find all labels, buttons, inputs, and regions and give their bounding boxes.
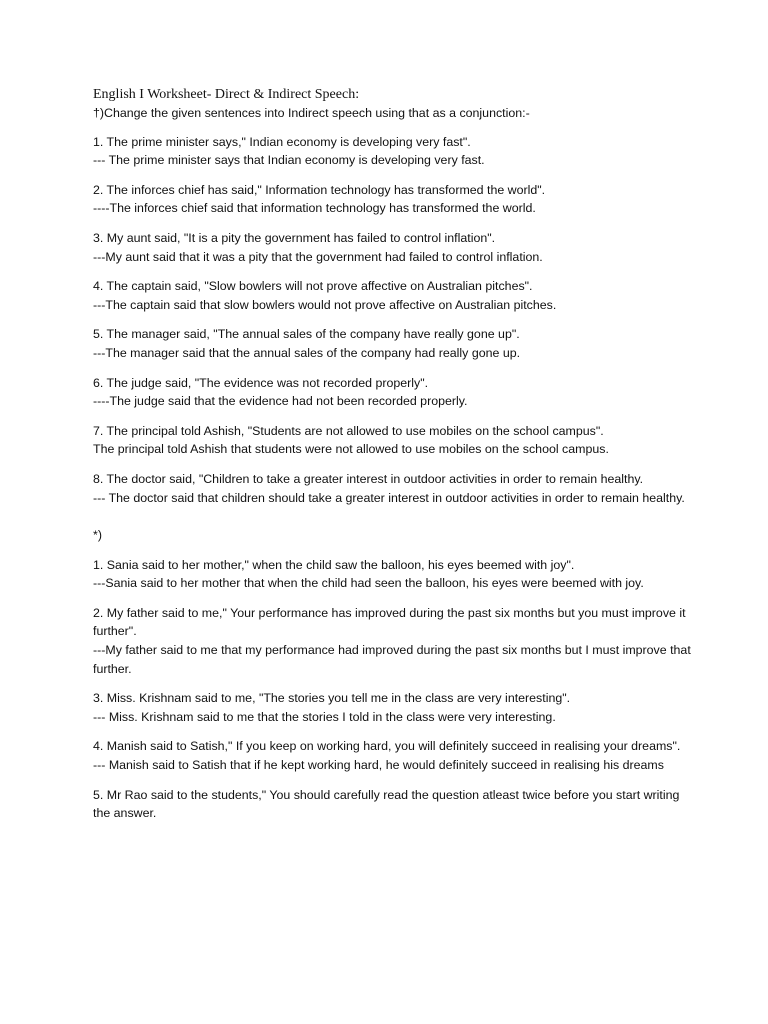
- answer-text: ----The judge said that the evidence had not been recorded properly.: [93, 394, 468, 409]
- answer-text: --- Manish said to Satish that if he kept working hard, he would definitely succeed in realising his dreams: [93, 758, 664, 773]
- answer-text: ---The captain said that slow bowlers would not prove affective on Australian pitches.: [93, 297, 557, 312]
- exercise-item: [93, 133, 693, 170]
- answer-text: ---Sania said to her mother that when the child had seen the balloon, his eyes were beemed with joy.: [93, 576, 644, 591]
- question-text: 5. The manager said, "The annual sales of the company have really gone up".: [93, 327, 520, 342]
- question-text: 3. My aunt said, "It is a pity the government has failed to control inflation".: [93, 230, 496, 245]
- answer-text: --- The doctor said that children should take a greater interest in outdoor activities in order to remain healthy.: [93, 490, 685, 505]
- exercise-item: [93, 374, 693, 411]
- question-text: 8. The doctor said, "Children to take a greater interest in outdoor activities in order to remain healthy.: [93, 471, 644, 486]
- question-text: 6. The judge said, "The evidence was not recorded properly".: [93, 375, 429, 390]
- question-text: 7. The principal told Ashish, "Students are not allowed to use mobiles on the school campus".: [93, 423, 604, 438]
- section-1: [93, 133, 693, 508]
- exercise-item: [93, 604, 693, 678]
- section-spacer: [93, 518, 693, 526]
- question-text: 4. The captain said, "Slow bowlers will not prove affective on Australian pitches".: [93, 279, 533, 294]
- answer-text: ---My father said to me that my performance had improved during the past six months but I must improve that further.: [93, 643, 691, 676]
- answer-text: --- Miss. Krishnam said to me that the stories I told in the class were very interesting.: [93, 709, 556, 724]
- worksheet-title: English I Worksheet- Direct & Indirect Speech:: [93, 87, 360, 102]
- exercise-item: [93, 737, 693, 774]
- exercise-item: [93, 229, 693, 266]
- answer-text: The principal told Ashish that students were not allowed to use mobiles on the school campus.: [93, 442, 609, 457]
- question-text: 3. Miss. Krishnam said to me, "The stories you tell me in the class are very interesting".: [93, 691, 571, 706]
- question-text: 5. Mr Rao said to the students," You should carefully read the question atleast twice before you start writing the answer.: [93, 787, 680, 821]
- exercise-item: [93, 689, 693, 726]
- exercise-item: [93, 470, 693, 507]
- exercise-item: [93, 556, 693, 593]
- exercise-item: [93, 277, 693, 314]
- answer-text: ---My aunt said that it was a pity that the government had failed to control inflation.: [93, 249, 543, 264]
- question-text: 4. Manish said to Satish," If you keep on working hard, you will definitely succeed in realising your dreams".: [93, 739, 681, 754]
- answer-text: ----The inforces chief said that information technology has transformed the world.: [93, 201, 536, 216]
- exercise-item: [93, 181, 693, 218]
- question-text: 1. The prime minister says," Indian economy is developing very fast".: [93, 134, 471, 149]
- exercise-item: [93, 786, 693, 823]
- worksheet-instruction: †)Change the given sentences into Indirect speech using that as a conjunction:-: [93, 106, 530, 120]
- question-text: 2. My father said to me," Your performance has improved during the past six months but you must improve it further".: [93, 605, 686, 639]
- answer-text: --- The prime minister says that Indian economy is developing very fast.: [93, 153, 485, 168]
- section-2-marker: *): [93, 528, 102, 543]
- exercise-item: [93, 325, 693, 362]
- worksheet-page: [93, 86, 693, 834]
- question-text: 2. The inforces chief has said," Information technology has transformed the world".: [93, 182, 546, 197]
- question-text: 1. Sania said to her mother," when the child saw the balloon, his eyes beemed with joy".: [93, 557, 575, 572]
- section-2: [93, 556, 693, 823]
- answer-text: ---The manager said that the annual sales of the company had really gone up.: [93, 345, 521, 360]
- exercise-item: [93, 422, 693, 459]
